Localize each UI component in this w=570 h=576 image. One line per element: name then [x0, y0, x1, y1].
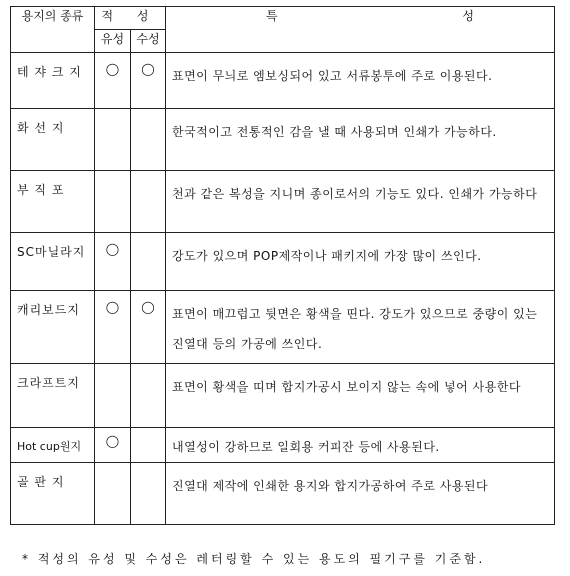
header-suitability: 적 성 [95, 7, 166, 30]
header-features [166, 7, 555, 53]
water-mark [131, 171, 166, 233]
paper-name: Hot cup원지 [11, 428, 95, 463]
oil-mark: ◯ [95, 53, 131, 109]
table-row [11, 109, 555, 171]
table-row [11, 171, 555, 233]
header-feature-left: 특 [266, 9, 278, 23]
water-mark [131, 109, 166, 171]
header-oil-based: 유성 [95, 30, 131, 53]
oil-mark: ◯ [95, 291, 131, 364]
water-mark [131, 463, 166, 525]
paper-name: 골 판 지 [11, 463, 95, 525]
water-mark [131, 428, 166, 463]
water-mark: ◯ [131, 53, 166, 109]
paper-description: 한국적이고 전통적인 감을 낼 때 사용되며 인쇄가 가능하다. [166, 109, 555, 171]
paper-description: 강도가 있으며 POP제작이나 패키지에 가장 많이 쓰인다. [166, 233, 555, 291]
oil-mark: ◯ [95, 428, 131, 463]
paper-name: 화 선 지 [11, 109, 95, 171]
table-row [11, 463, 555, 525]
paper-name: SC마닐라지 [11, 233, 95, 291]
paper-description: 표면이 무늬로 엠보싱되어 있고 서류봉투에 주로 이용된다. [166, 53, 555, 109]
header-feature-right: 성 [462, 9, 474, 23]
water-mark [131, 233, 166, 291]
oil-mark [95, 171, 131, 233]
paper-description: 표면이 황색을 띠며 합지가공시 보이지 않는 속에 넣어 사용한다 [166, 364, 555, 428]
table-row [11, 291, 555, 364]
paper-type-table [10, 6, 555, 525]
paper-name: 부 직 포 [11, 171, 95, 233]
table-row [11, 233, 555, 291]
paper-description: 진열대 제작에 인쇄한 용지와 합지가공하여 주로 사용된다 [166, 463, 555, 525]
paper-description: 내열성이 강하므로 일회용 커피잔 등에 사용된다. [166, 428, 555, 463]
water-mark: ◯ [131, 291, 166, 364]
paper-name: 크라프트지 [11, 364, 95, 428]
oil-mark [95, 364, 131, 428]
table-row [11, 364, 555, 428]
oil-mark: ◯ [95, 233, 131, 291]
oil-mark [95, 463, 131, 525]
paper-description: 표면이 매끄럽고 뒷면은 황색을 띤다. 강도가 있으므로 중량이 있는 진열대 등의 가공에 쓰인다. [166, 291, 555, 364]
paper-name: 캐리보드지 [11, 291, 95, 364]
water-mark [131, 364, 166, 428]
paper-description: 천과 같은 복성을 지니며 종이로서의 기능도 있다. 인쇄가 가능하다 [166, 171, 555, 233]
paper-name: 테 쟈 크 지 [11, 53, 95, 109]
table-row [11, 53, 555, 109]
header-water-based: 수성 [131, 30, 166, 53]
oil-mark [95, 109, 131, 171]
header-paper-type: 용지의 종류 [11, 7, 95, 53]
footnote: * 적성의 유성 및 수성은 레터링할 수 있는 용도의 필기구를 기준함. [22, 552, 486, 566]
table-row [11, 428, 555, 463]
